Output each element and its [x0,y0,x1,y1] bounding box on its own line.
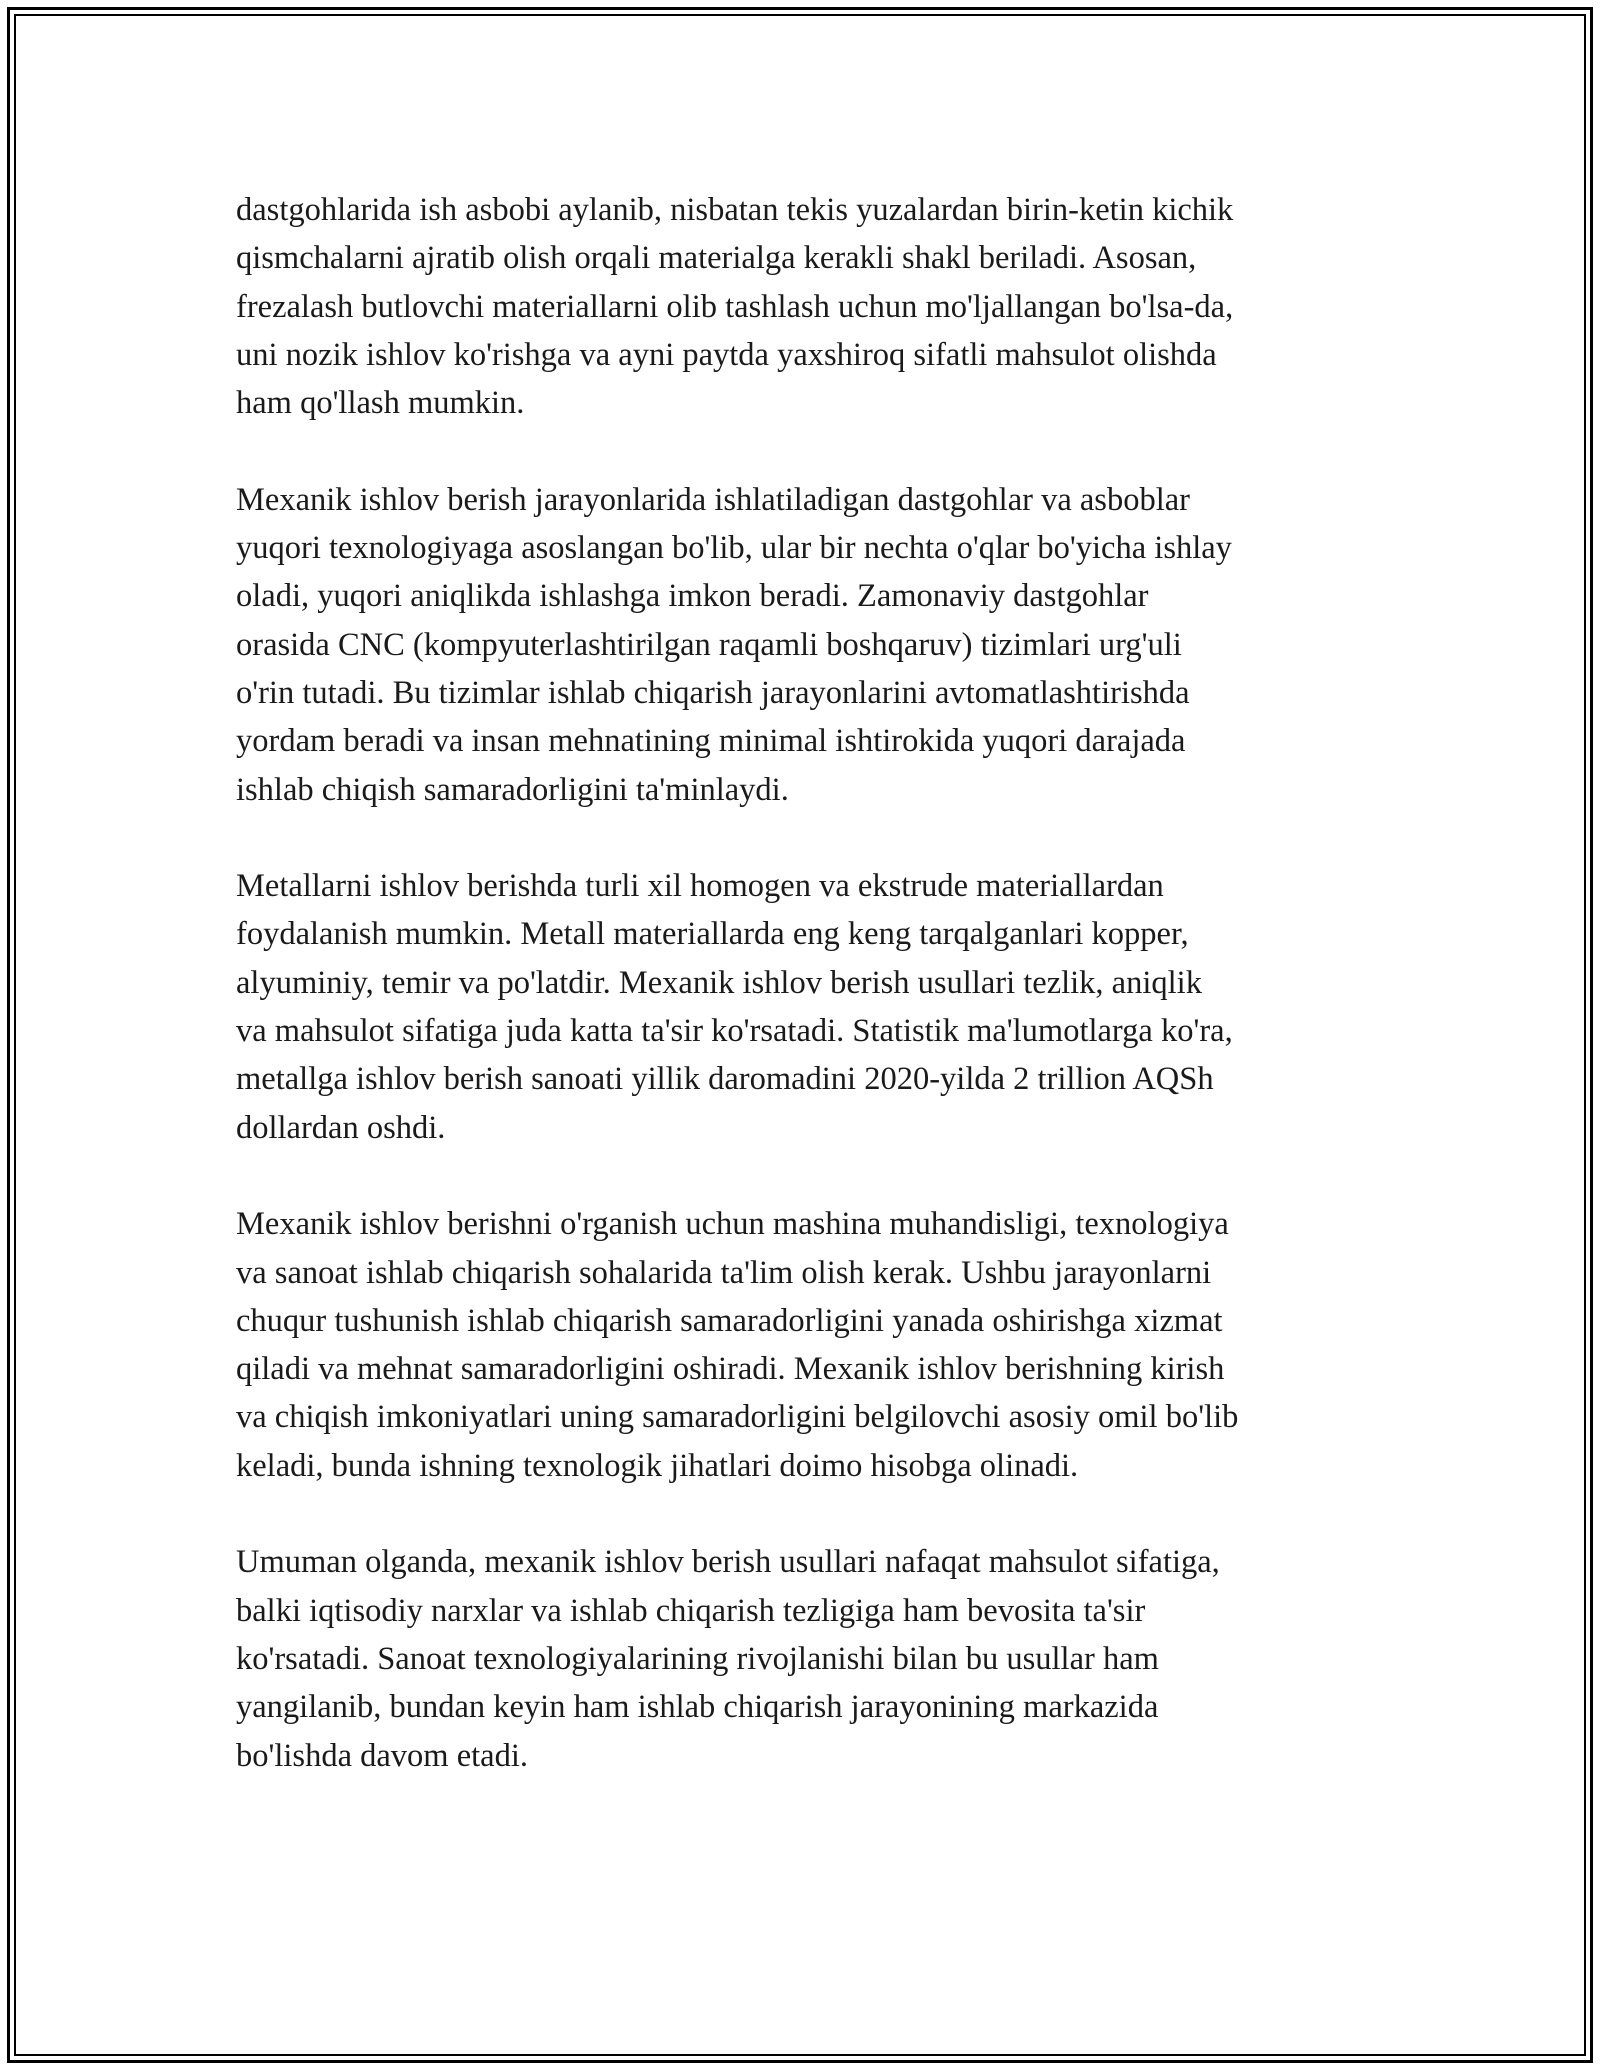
paragraph-4 [236,1200,1372,1490]
text-line: Umuman olganda, mexanik ishlov berish usullari nafaqat mahsulot sifatiga, [236,1544,1220,1581]
text-line: Metallarni ishlov berishda turli xil homogen va ekstrude materiallardan [236,868,1164,905]
text-line: ham qo'llash mumkin. [236,385,525,422]
text-line: Mexanik ishlov berishni o'rganish uchun mashina muhandisligi, texnologiya [236,1206,1229,1243]
text-line: ishlab chiqish samaradorligini ta'minlaydi. [236,771,789,808]
text-line: qiladi va mehnat samaradorligini oshiradi. Mexanik ishlov berishning kirish [236,1351,1225,1388]
text-line: qismchalarni ajratib olish orqali materialga kerakli shakl beriladi. Asosan, [236,240,1197,277]
text-line: keladi, bunda ishning texnologik jihatlari doimo hisobga olinadi. [236,1447,1079,1484]
text-line: chuqur tushunish ishlab chiqarish samaradorligini yanada oshirishga xizmat [236,1302,1223,1339]
text-line: ko'rsatadi. Sanoat texnologiyalarining rivojlanishi bilan bu usullar ham [236,1640,1159,1677]
text-line: frezalash butlovchi materiallarni olib tashlash uchun mo'ljallangan bo'lsa-da, [236,288,1234,325]
text-line: dollardan oshdi. [236,1109,446,1146]
text-line: yangilanib, bundan keyin ham ishlab chiqarish jarayonining markazida [236,1689,1159,1726]
text-line: yordam beradi va insan mehnatining minimal ishtirokida yuqori darajada [236,723,1186,760]
text-line: va sanoat ishlab chiqarish sohalarida ta'lim olish kerak. Ushbu jarayonlarni [236,1254,1212,1291]
text-line: bo'lishda davom etadi. [236,1737,528,1774]
paragraph-3 [236,862,1372,1152]
text-line: metallga ishlov berish sanoati yillik daromadini 2020-yilda 2 trillion AQSh [236,1061,1214,1098]
document-body [236,186,1372,1828]
paragraph-1 [236,186,1372,427]
text-line: Mexanik ishlov berish jarayonlarida ishlatiladigan dastgohlar va asboblar [236,481,1190,518]
text-line: va mahsulot sifatiga juda katta ta'sir ko'rsatadi. Statistik ma'lumotlarga ko'ra, [236,1013,1233,1050]
text-line: balki iqtisodiy narxlar va ishlab chiqarish tezligiga ham bevosita ta'sir [236,1592,1146,1629]
text-line: foydalanish mumkin. Metall materiallarda eng keng tarqalganlari kopper, [236,916,1189,953]
text-line: va chiqish imkoniyatlari uning samaradorligini belgilovchi asosiy omil bo'lib [236,1399,1239,1436]
text-line: o'rin tutadi. Bu tizimlar ishlab chiqarish jarayonlarini avtomatlashtirishda [236,674,1190,711]
text-line: orasida CNC (kompyuterlashtirilgan raqamli boshqaruv) tizimlari urg'uli [236,626,1182,663]
paragraph-5 [236,1538,1372,1779]
paragraph-2 [236,476,1372,814]
text-line: yuqori texnologiyaga asoslangan bo'lib, ular bir nechta o'qlar bo'yicha ishlay [236,530,1232,567]
text-line: dastgohlarida ish asbobi aylanib, nisbatan tekis yuzalardan birin-ketin kichik [236,192,1234,228]
text-line: uni nozik ishlov ko'rishga va ayni paytda yaxshiroq sifatli mahsulot olishda [236,336,1217,373]
text-line: oladi, yuqori aniqlikda ishlashga imkon beradi. Zamonaviy dastgohlar [236,578,1149,615]
text-line: alyuminiy, temir va po'latdir. Mexanik ishlov berish usullari tezlik, aniqlik [236,964,1202,1001]
